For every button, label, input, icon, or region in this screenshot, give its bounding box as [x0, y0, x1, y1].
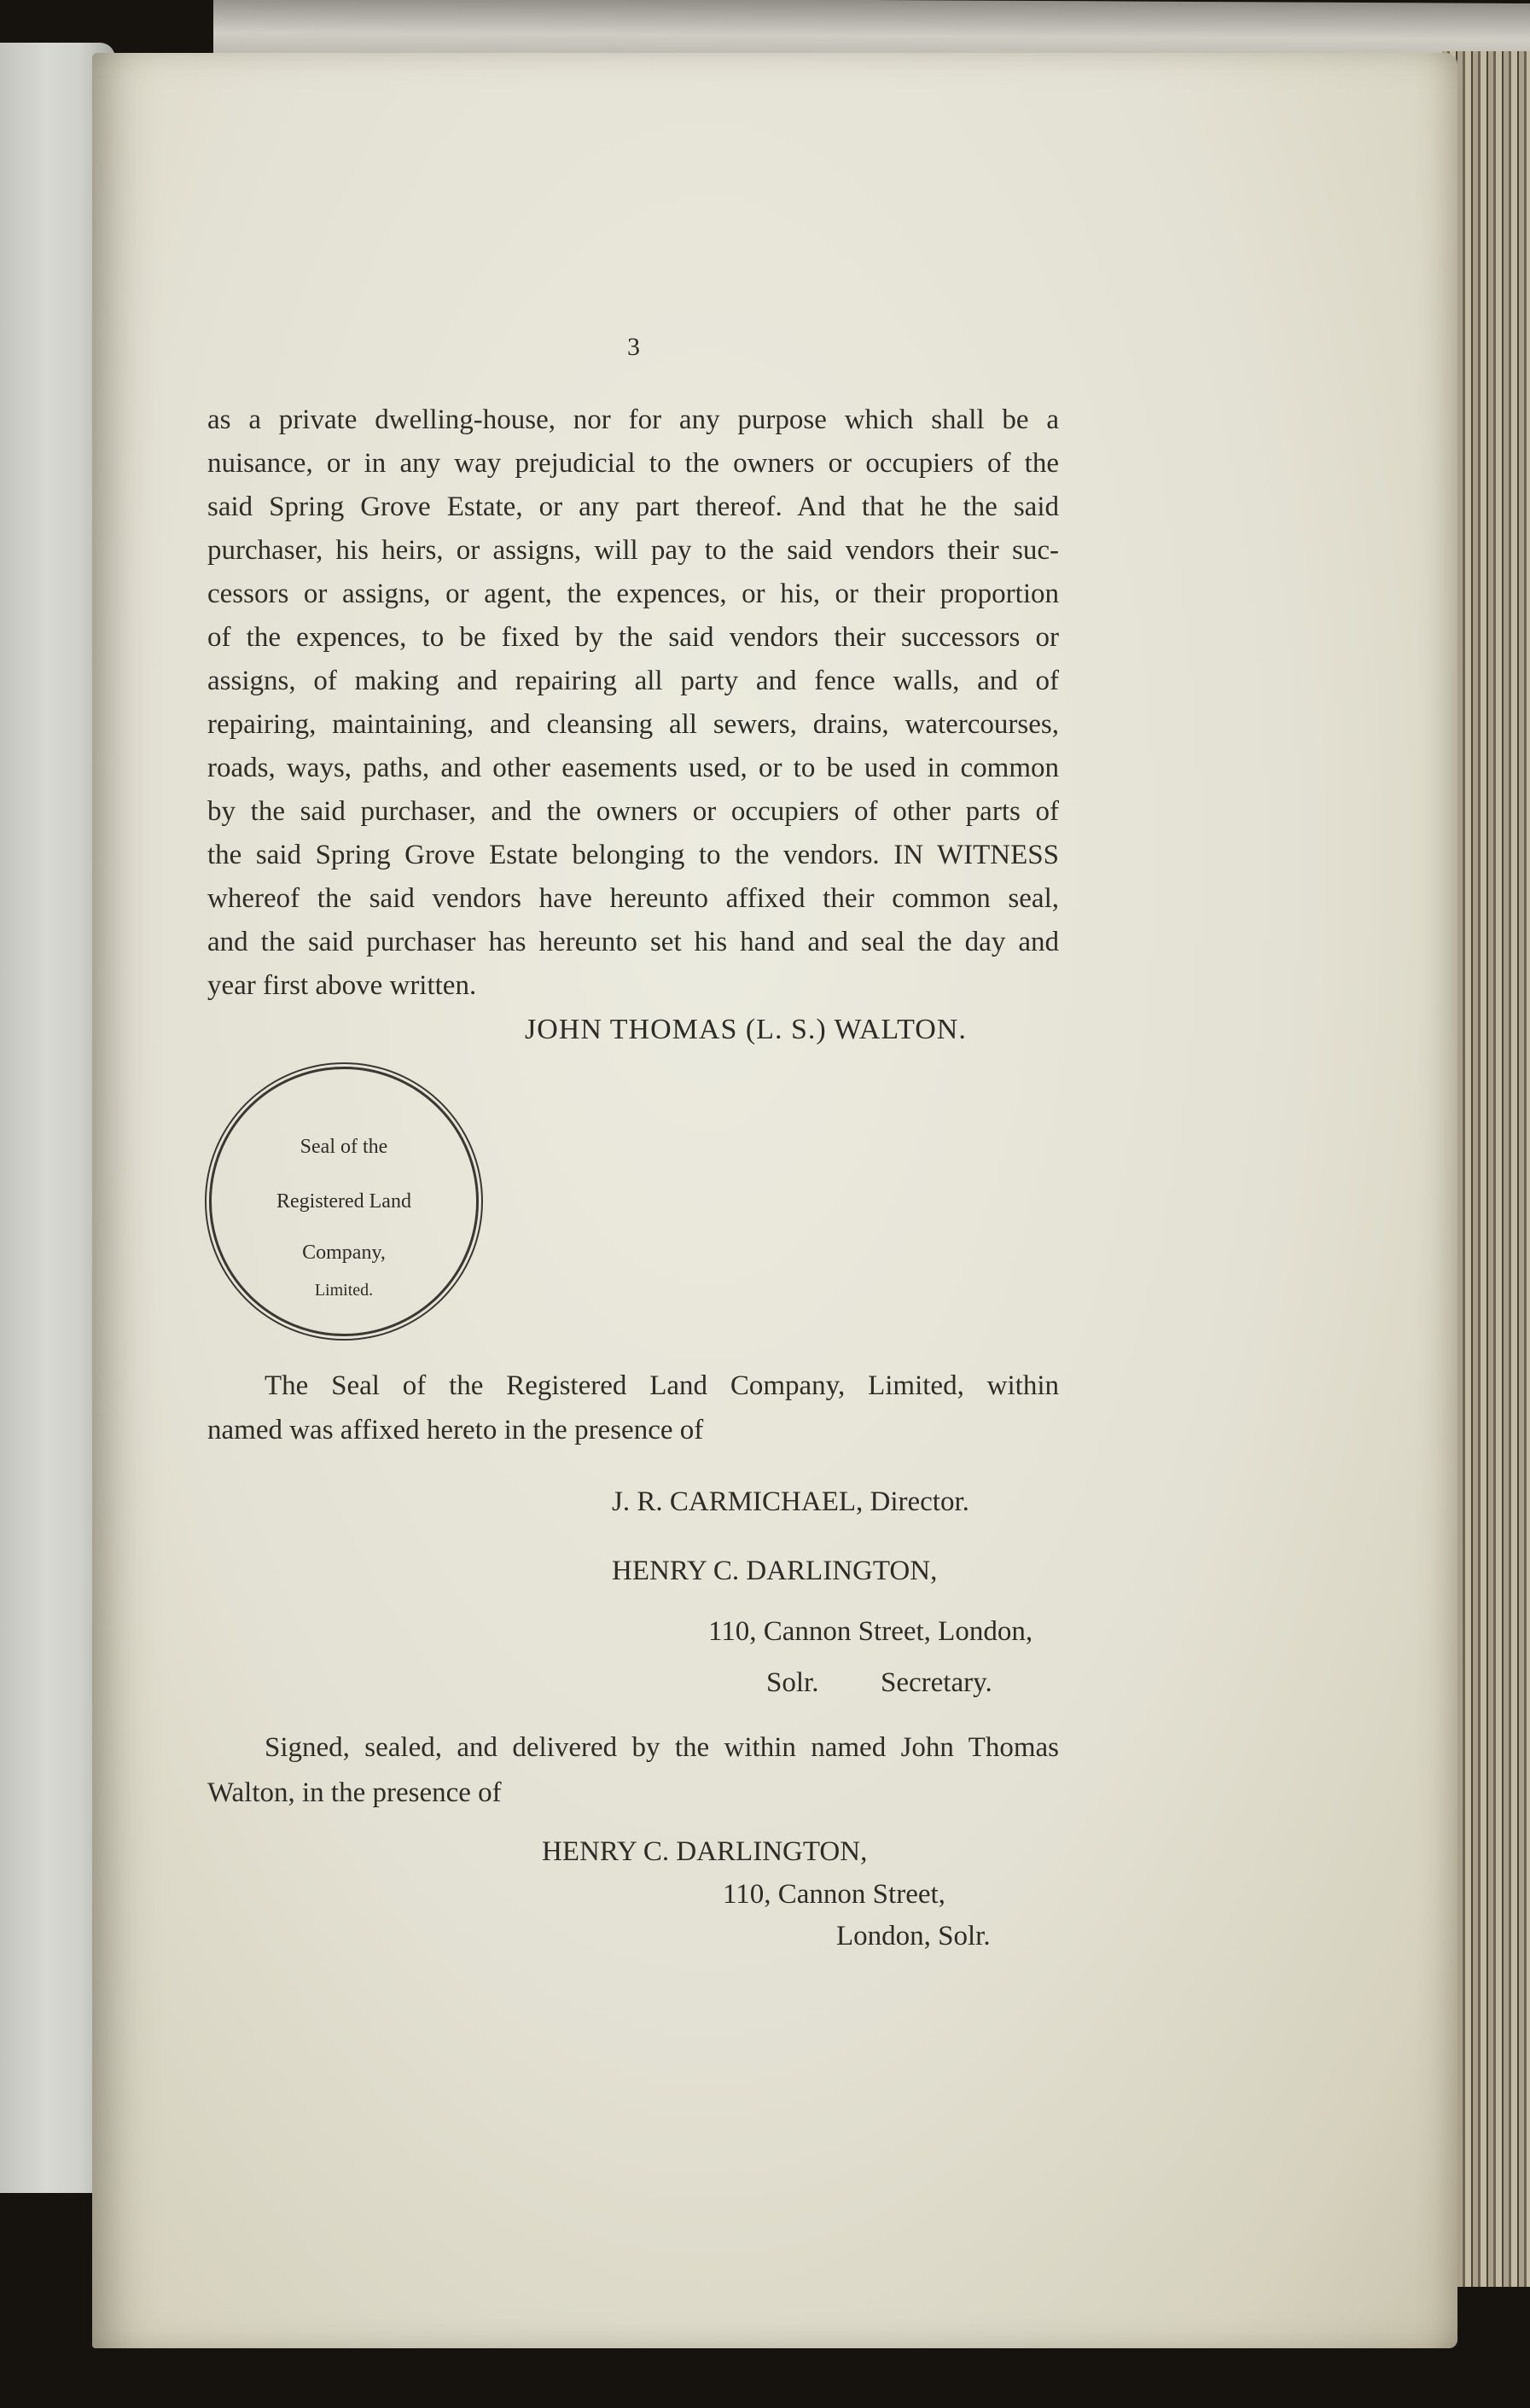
secretary-role-secretary: Secretary. [881, 1667, 992, 1698]
body-line: as a private dwelling-house, nor for any purpose which shall be a [207, 404, 1059, 435]
secretary-role-solr: Solr. [766, 1667, 819, 1698]
body-line: repairing, maintaining, and cleansing all sewers, drains, watercourses, [207, 709, 1059, 740]
body-line: purchaser, his heirs, or assigns, will pay to the said vendors their suc- [207, 535, 1059, 566]
company-seal [209, 1067, 479, 1336]
page-number: 3 [627, 333, 640, 361]
seal-text-line: Seal of the [300, 1136, 388, 1158]
body-line: roads, ways, paths, and other easements used, or to be used in common [207, 753, 1059, 783]
body-line: the said Spring Grove Estate belonging to the vendors. IN WITNESS [207, 840, 1059, 870]
purchaser-signature: JOHN THOMAS (L. S.) WALTON. [525, 1014, 967, 1045]
signed-statement-line: Walton, in the presence of [207, 1777, 502, 1808]
secretary-address: 110, Cannon Street, London, [708, 1616, 1033, 1647]
individual-witness-address: London, Solr. [836, 1921, 991, 1951]
body-line: assigns, of making and repairing all party and fence walls, and of [207, 666, 1059, 696]
body-line: by the said purchaser, and the owners or occupiers of other parts of [207, 796, 1059, 827]
seal-statement-line: named was affixed hereto in the presence of [207, 1415, 704, 1445]
signed-statement-line: Signed, sealed, and delivered by the within named John Thomas [265, 1732, 1059, 1763]
seal-text-line: Limited. [314, 1281, 374, 1300]
secretary-name: HENRY C. DARLINGTON, [612, 1556, 938, 1586]
body-line: and the said purchaser has hereunto set his hand and seal the day and [207, 927, 1059, 957]
seal-text-line: Registered Land [276, 1190, 411, 1213]
seal-statement-line: The Seal of the Registered Land Company, Limited, within [265, 1370, 1059, 1401]
seal-text-line: Company, [302, 1242, 386, 1264]
body-line: said Spring Grove Estate, or any part thereof. And that he the said [207, 491, 1059, 522]
body-line: cessors or assigns, or agent, the expences, or his, or their proportion [207, 579, 1059, 609]
body-line: of the expences, to be fixed by the said vendors their successors or [207, 622, 1059, 653]
body-line: nuisance, or in any way prejudicial to the owners or occupiers of the [207, 448, 1059, 479]
director-witness: J. R. CARMICHAEL, Director. [612, 1486, 969, 1517]
individual-witness-name: HENRY C. DARLINGTON, [542, 1836, 868, 1867]
individual-witness-address: 110, Cannon Street, [723, 1879, 945, 1910]
body-line: whereof the said vendors have hereunto affixed their common seal, [207, 883, 1059, 914]
body-line: year first above written. [207, 970, 477, 1001]
